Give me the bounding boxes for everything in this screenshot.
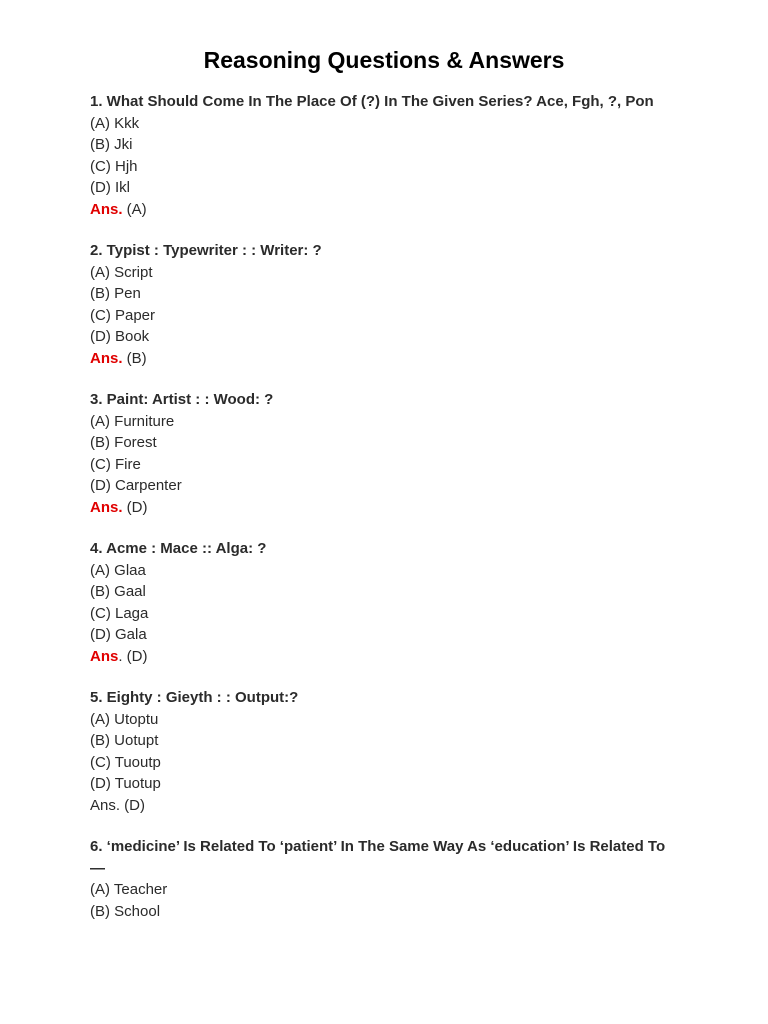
answer-line — [90, 199, 670, 221]
option-d: (D) Tuotup — [90, 775, 161, 792]
question-4 — [90, 538, 670, 667]
answer-label: Ans. — [90, 498, 123, 516]
answer-value: . (D) — [118, 647, 148, 665]
option-c: (C) Laga — [90, 604, 149, 622]
option-a: (A) Utoptu — [90, 710, 159, 728]
answer-value: (A) — [122, 200, 147, 218]
question-text: 5. Eighty : Gieyth : : Output:? — [90, 689, 299, 706]
answer-line — [90, 646, 670, 668]
answer-line — [90, 795, 670, 817]
option-b: (B) Forest — [90, 434, 157, 451]
question-6 — [90, 836, 670, 922]
question-3 — [90, 389, 670, 518]
question-text: 3. Paint: Artist : : Wood: ? — [90, 391, 274, 408]
option-d: (D) Gala — [90, 626, 147, 643]
option-b: (B) Gaal — [90, 583, 146, 600]
question-text: 4. Acme : Mace :: Alga: ? — [90, 540, 267, 557]
question-list — [90, 91, 670, 942]
option-c: (C) Hjh — [90, 157, 138, 175]
option-a: (A) Script — [90, 263, 153, 281]
option-d: (D) Book — [90, 328, 150, 345]
question-text: 2. Typist : Typewriter : : Writer: ? — [90, 242, 322, 259]
option-a: (A) Glaa — [90, 561, 146, 579]
page-title: Reasoning Questions & Answers — [203, 47, 565, 73]
option-c: (C) Paper — [90, 306, 156, 324]
answer-value: (D) — [120, 796, 146, 814]
option-b: (B) Pen — [90, 285, 141, 302]
option-a: (A) Furniture — [90, 412, 175, 430]
option-a: (A) Teacher — [90, 881, 168, 898]
option-b: (B) School — [90, 902, 161, 920]
option-a: (A) Kkk — [90, 114, 140, 132]
answer-value: (D) — [122, 498, 148, 516]
option-c: (C) Fire — [90, 455, 141, 473]
option-b: (B) Uotupt — [90, 732, 159, 749]
option-b: (B) Jki — [90, 136, 133, 153]
question-2 — [90, 240, 670, 369]
answer-label: Ans. — [90, 200, 123, 218]
answer-line — [90, 348, 670, 370]
question-text: 1. What Should Come In The Place Of (?) In The Given Series? Ace, Fgh, ?, Pon — [90, 93, 654, 110]
question-text: 6. ‘medicine’ Is Related To ‘patient’ In The Same Way As ‘education’ Is Related To— — [90, 838, 666, 877]
question-1 — [90, 91, 670, 220]
option-d: (D) Ikl — [90, 179, 130, 196]
answer-label: Ans — [90, 647, 119, 665]
option-c: (C) Tuoutp — [90, 753, 161, 771]
answer-label: Ans. — [90, 796, 121, 814]
answer-label: Ans. — [90, 349, 123, 367]
answer-line — [90, 497, 670, 519]
answer-value: (B) — [122, 349, 147, 367]
question-5 — [90, 687, 670, 816]
option-d: (D) Carpenter — [90, 477, 182, 494]
